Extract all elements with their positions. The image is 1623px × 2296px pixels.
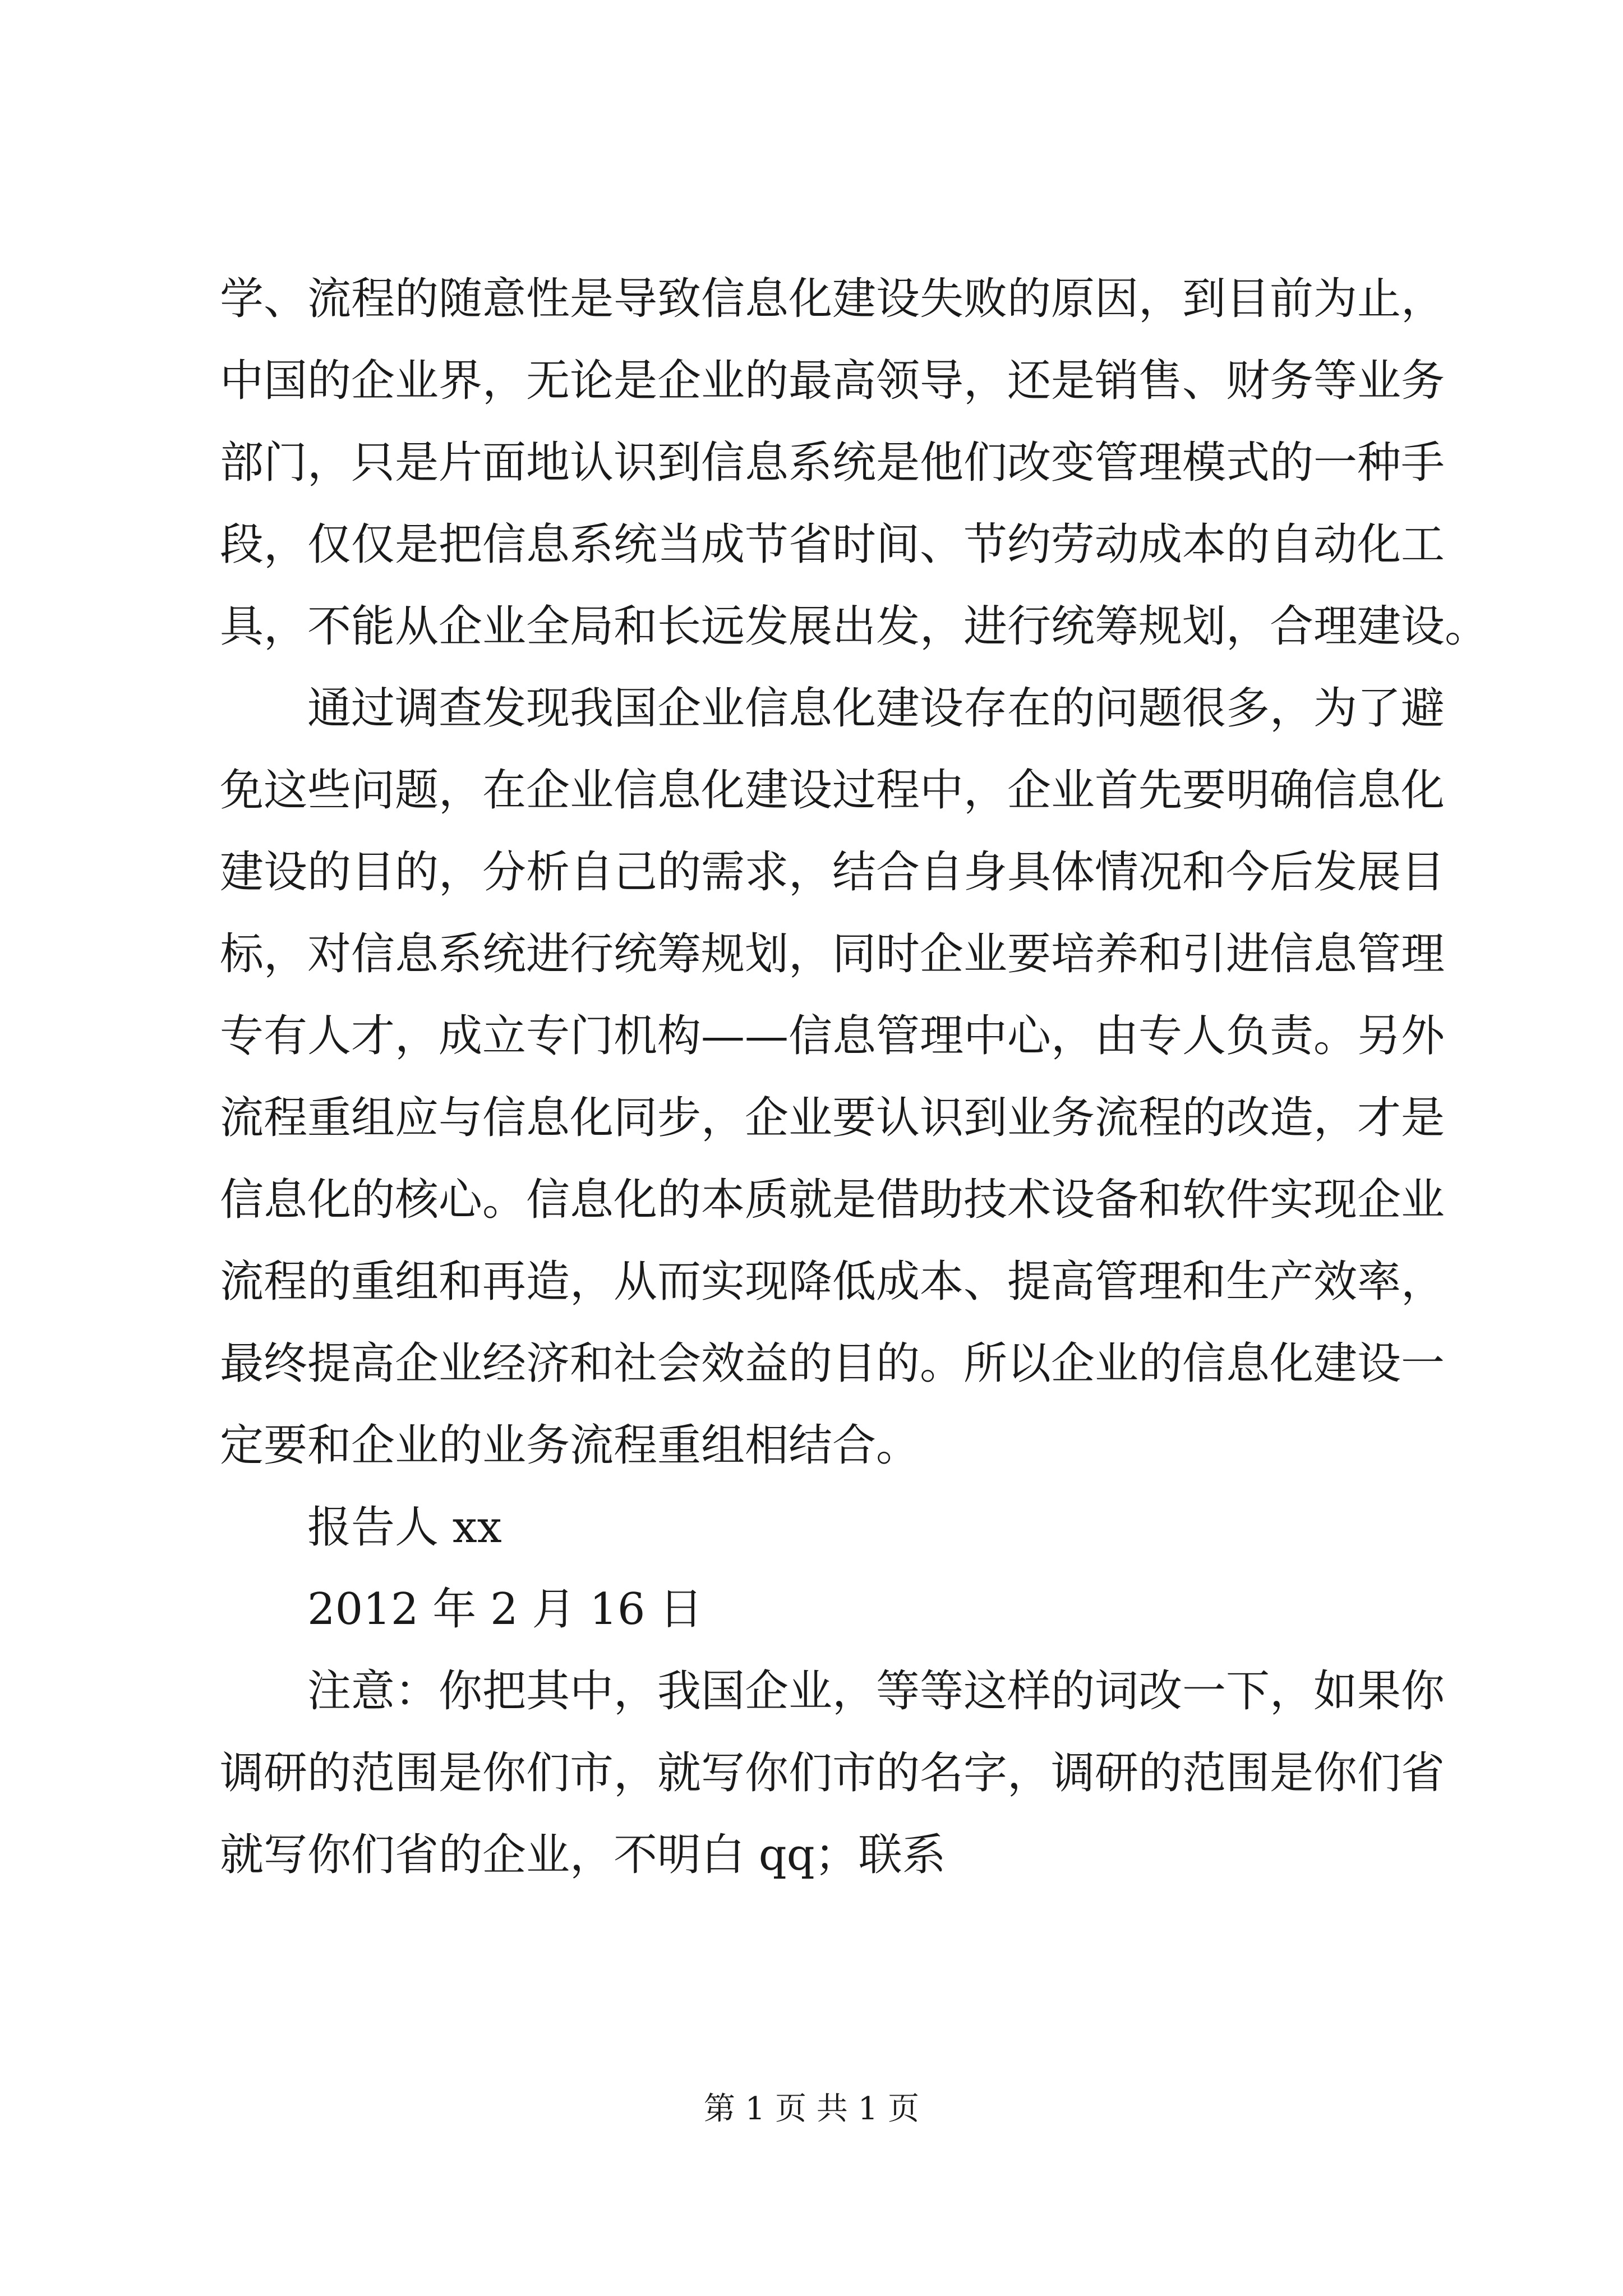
- paragraph-2-line-2: 免这些问题，在企业信息化建设过程中，企业首先要明确信息化: [220, 765, 1445, 816]
- page-number-label: 第 1 页 共 1 页: [703, 2091, 920, 2127]
- paragraph-2-line-8: 流程的重组和再造，从而实现降低成本、提高管理和生产效率，: [220, 1257, 1445, 1307]
- paragraph-2: [220, 668, 1445, 1487]
- paragraph-1-line-3: 部门，只是片面地认识到信息系统是他们改变管理模式的一种手: [220, 438, 1445, 488]
- note-line-2: 调研的范围是你们市，就写你们市的名字，调研的范围是你们省: [220, 1748, 1445, 1798]
- paragraph-2-line-4: 标，对信息系统进行统筹规划，同时企业要培养和引进信息管理: [220, 929, 1445, 979]
- paragraph-1-line-2: 中国的企业界，无论是企业的最高领导，还是销售、财务等业务: [220, 356, 1445, 406]
- paragraph-1-line-1: 学、流程的随意性是导致信息化建设失败的原因，到目前为止，: [220, 274, 1445, 324]
- paragraph-2-line-5: 专有人才，成立专门机构——信息管理中心，由专人负责。另外: [220, 1011, 1445, 1061]
- paragraph-1: [220, 258, 1489, 668]
- paragraph-2-line-7: 信息化的核心。信息化的本质就是借助技术设备和软件实现企业: [220, 1175, 1445, 1225]
- note-paragraph: [220, 1650, 1445, 1896]
- paragraph-2-line-9: 最终提高企业经济和社会效益的目的。所以企业的信息化建设一: [220, 1338, 1445, 1389]
- note-line-3: 就写你们省的企业，不明白 qq；联系: [220, 1830, 946, 1880]
- note-line-1: 注意：你把其中，我国企业，等等这样的词改一下，如果你: [307, 1666, 1445, 1717]
- paragraph-1-line-4: 段，仅仅是把信息系统当成节省时间、节约劳动成本的自动化工: [220, 519, 1445, 570]
- document-body: [220, 258, 1489, 1896]
- reporter-line: 报告人 xx: [307, 1502, 502, 1553]
- paragraph-2-line-10: 定要和企业的业务流程重组相结合。: [220, 1420, 920, 1471]
- paragraph-2-line-6: 流程重组应与信息化同步，企业要认识到业务流程的改造，才是: [220, 1093, 1445, 1143]
- report-date: 2012 年 2 月 16 日: [307, 1584, 703, 1635]
- page-footer: [0, 2087, 1623, 2132]
- paragraph-1-line-5: 具，不能从企业全局和长远发展出发，进行统筹规划，合理建设。: [220, 601, 1489, 652]
- paragraph-2-line-1: 通过调查发现我国企业信息化建设存在的问题很多，为了避: [307, 683, 1445, 734]
- paragraph-2-line-3: 建设的目的，分析自己的需求，结合自身具体情况和今后发展目: [220, 847, 1445, 898]
